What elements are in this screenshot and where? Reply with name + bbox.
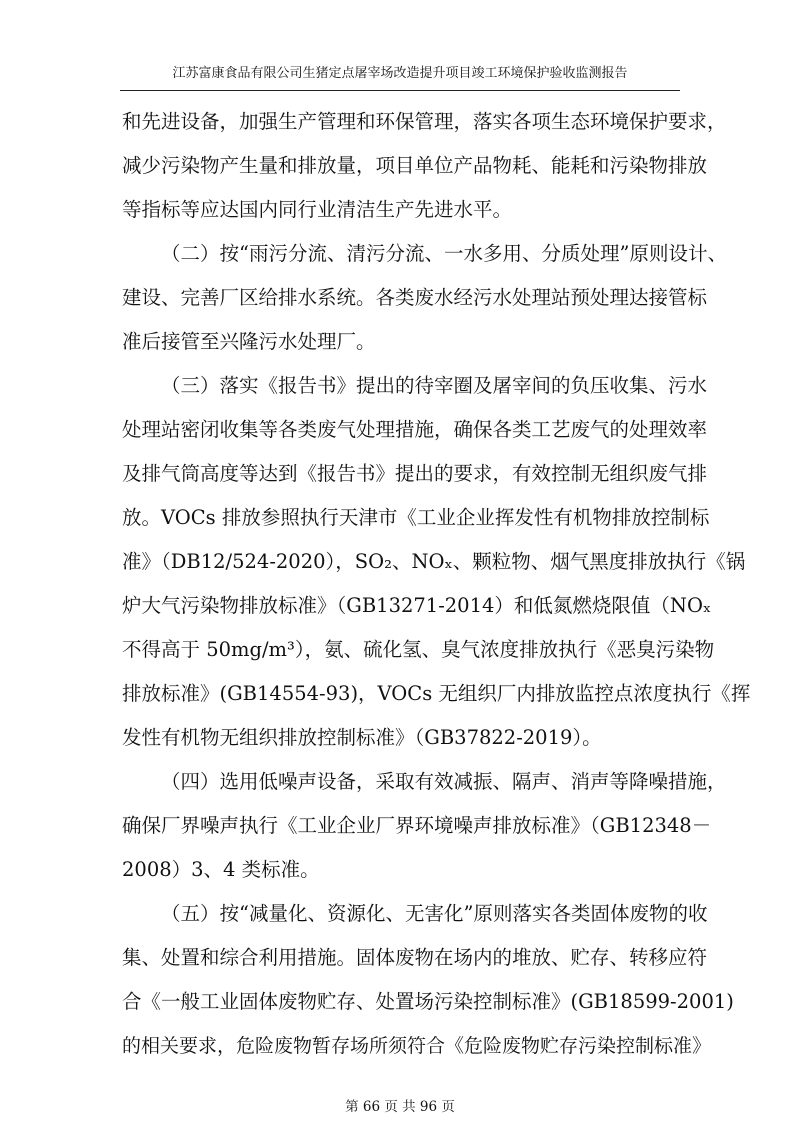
body-line: 建设、完善厂区给排水系统。各类废水经污水处理站预处理达接管标	[122, 286, 708, 309]
body-line: 不得高于 50mg/m³），氨、硫化氢、臭气浓度排放执行《恶臭污染物	[122, 638, 715, 661]
body-line: 放。VOCs 排放参照执行天津市《工业企业挥发性有机物排放控制标	[122, 506, 710, 529]
body-line: （五）按“减量化、资源化、无害化”原则落实各类固体废物的收	[161, 902, 708, 925]
body-line: 及排气筒高度等达到《报告书》提出的要求，有效控制无组织废气排	[122, 462, 708, 485]
body-line: 发性有机物无组织排放控制标准》（GB37822-2019）。	[122, 726, 602, 749]
body-line: 确保厂界噪声执行《工业企业厂界环境噪声排放标准》（GB12348－	[122, 814, 712, 837]
page-number: 第 66 页 共 96 页	[345, 1099, 455, 1115]
body-line: 的相关要求，危险废物暂存场所须符合《危险废物贮存污染控制标准》	[122, 1035, 712, 1057]
body-line: 准后接管至兴隆污水处理厂。	[122, 330, 376, 353]
body-line: （四）选用低噪声设备，采取有效减振、隔声、消声等降噪措施，	[161, 770, 727, 793]
body-line: 准》（DB12/524-2020），SO₂、NOₓ、颗粒物、烟气黑度排放执行《锅	[122, 550, 746, 573]
body-line: 炉大气污染物排放标准》（GB13271-2014）和低氮燃烧限值（NOₓ	[122, 594, 712, 617]
header-divider	[120, 90, 680, 91]
body-line: 和先进设备，加强生产管理和环保管理，落实各项生态环境保护要求，	[122, 110, 727, 133]
body-line: （二）按“雨污分流、清污分流、一水多用、分质处理”原则设计、	[161, 242, 727, 265]
body-line: 集、处置和综合利用措施。固体废物在场内的堆放、贮存、转移应符	[122, 946, 708, 969]
body-line: 等指标等应达国内同行业清洁生产先进水平。	[122, 198, 513, 221]
body-line: 排放标准》(GB14554-93)，VOCs 无组织厂内排放监控点浓度执行《挥	[122, 682, 751, 705]
body-line: （三）落实《报告书》提出的待宰圈及屠宰间的负压收集、污水	[161, 374, 708, 397]
page-header: 江苏富康食品有限公司生猪定点屠宰场改造提升项目竣工环境保护验收监测报告	[172, 66, 628, 81]
body-line: 合《一般工业固体废物贮存、处置场污染控制标准》(GB18599-2001)	[122, 990, 734, 1013]
body-line: 处理站密闭收集等各类废气处理措施，确保各类工艺废气的处理效率	[122, 418, 708, 441]
body-line: 减少污染物产生量和排放量，项目单位产品物耗、能耗和污染物排放	[122, 154, 708, 177]
body-line: 2008）3、4 类标准。	[122, 858, 320, 881]
